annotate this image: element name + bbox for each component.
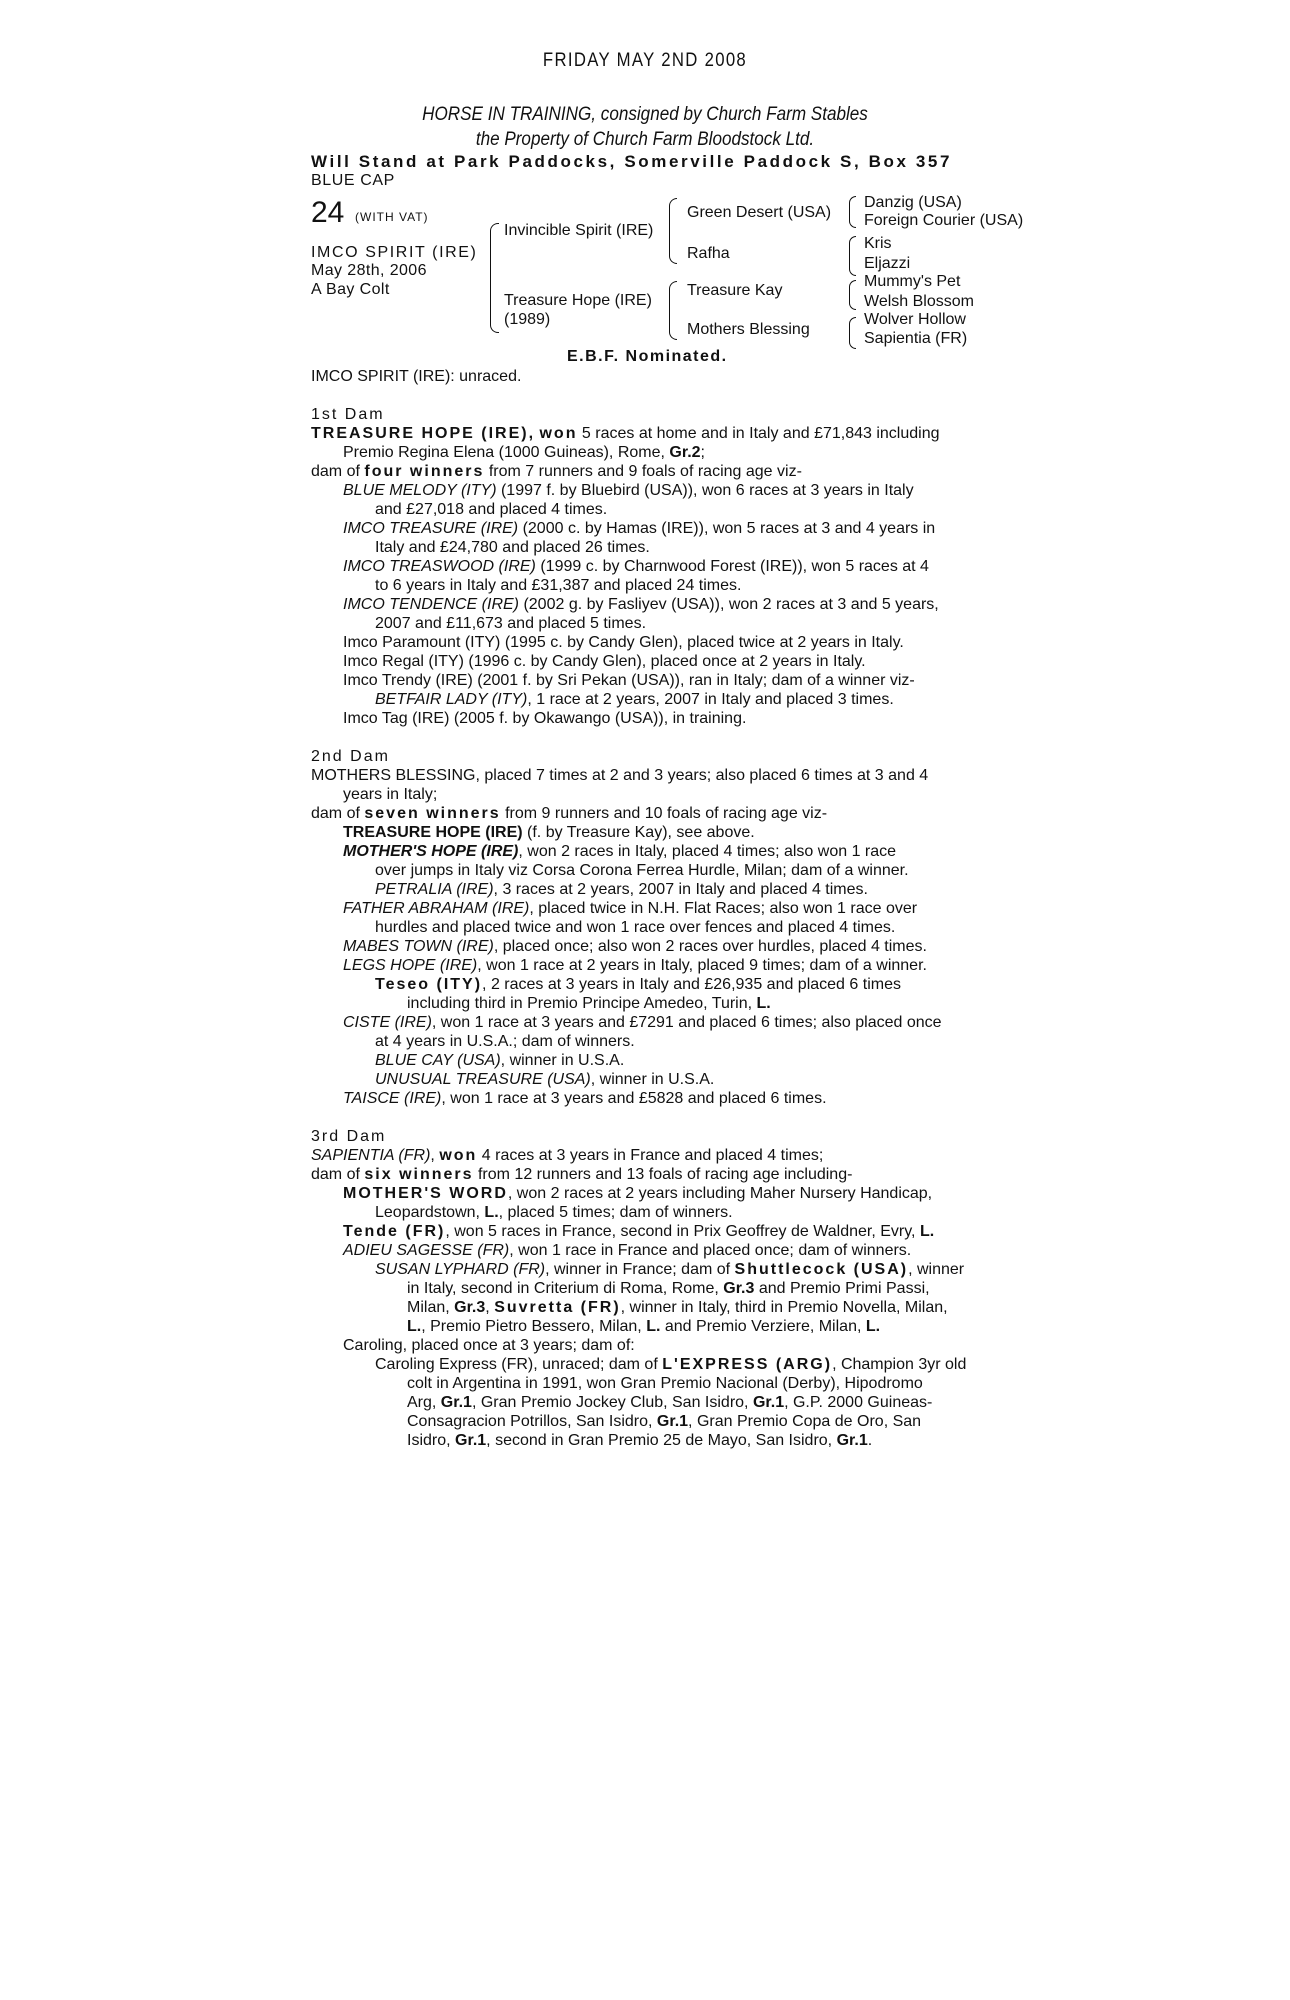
first-dam-line: Premio Regina Elena (1000 Guineas), Rome, Gr.2;: [343, 444, 705, 461]
pedigree-dam-dam: Mothers Blessing: [687, 321, 810, 338]
second-dam-heading: 2nd Dam: [311, 748, 390, 765]
third-dam-line: in Italy, second in Criterium di Roma, Rome, Gr.3 and Premio Primi Passi,: [407, 1280, 930, 1297]
first-dam-line: 2007 and £11,673 and placed 5 times.: [375, 615, 647, 632]
third-dam-line: Leopardstown, L., placed 5 times; dam of winners.: [375, 1204, 733, 1221]
third-dam-line: Consagracion Potrillos, San Isidro, Gr.1, Gran Premio Copa de Oro, San: [407, 1413, 922, 1430]
pedigree-sss: Danzig (USA): [864, 194, 962, 211]
pedigree-dam-year: (1989): [504, 311, 551, 328]
second-dam-line: UNUSUAL TREASURE (USA), winner in U.S.A.: [375, 1071, 715, 1088]
pedigree-brace-dd: [849, 317, 856, 349]
sale-date: FRIDAY MAY 2ND 2008: [542, 50, 748, 71]
second-dam-line: hurdles and placed twice and won 1 race over fences and placed 4 times.: [375, 919, 896, 936]
ebf-nominated: E.B.F. Nominated.: [567, 348, 728, 365]
second-dam-line: CISTE (IRE), won 1 race at 3 years and £7291 and placed 6 times; also placed once: [343, 1014, 942, 1031]
property-line: the Property of Church Farm Bloodstock Ltd.: [475, 129, 815, 150]
second-dam-line: TREASURE HOPE (IRE) (f. by Treasure Kay), see above.: [343, 824, 755, 841]
stand-location: Will Stand at Park Paddocks, Somerville Paddock S, Box 357: [311, 152, 952, 171]
first-dam-line: IMCO TREASURE (IRE) (2000 c. by Hamas (IRE)), won 5 races at 3 and 4 years in: [343, 520, 936, 537]
third-dam-heading: 3rd Dam: [311, 1128, 387, 1145]
race-record: IMCO SPIRIT (IRE): unraced.: [311, 368, 522, 385]
horse-description: A Bay Colt: [311, 281, 390, 298]
second-dam-line: MABES TOWN (IRE), placed once; also won 2 races over hurdles, placed 4 times.: [343, 938, 927, 955]
second-dam-line: including third in Premio Principe Amedeo, Turin, L.: [407, 995, 771, 1012]
pedigree-dam-sire: Treasure Kay: [687, 282, 783, 299]
pedigree-sire: Invincible Spirit (IRE): [504, 222, 654, 239]
third-dam-line: MOTHER'S WORD, won 2 races at 2 years including Maher Nursery Handicap,: [343, 1185, 933, 1202]
first-dam-line: IMCO TREASWOOD (IRE) (1999 c. by Charnwood Forest (IRE)), won 5 races at 4: [343, 558, 929, 575]
pedigree-brace-ss: [849, 196, 856, 228]
second-dam-line: BLUE CAY (USA), winner in U.S.A.: [375, 1052, 625, 1069]
pedigree-ssd: Foreign Courier (USA): [864, 212, 1024, 229]
second-dam-line: TAISCE (IRE), won 1 race at 3 years and £5828 and placed 6 times.: [343, 1090, 827, 1107]
pedigree-sire-dam: Rafha: [687, 245, 730, 262]
first-dam-line: dam of four winners from 7 runners and 9 foals of racing age viz-: [311, 463, 802, 480]
second-dam-line: dam of seven winners from 9 runners and 10 foals of racing age viz-: [311, 805, 828, 822]
pedigree-brace-sd: [849, 236, 856, 276]
second-dam-line: Teseo (ITY), 2 races at 3 years in Italy and £26,935 and placed 6 times: [375, 976, 901, 993]
second-dam-line: over jumps in Italy viz Corsa Corona Ferrea Hurdle, Milan; dam of a winner.: [375, 862, 909, 879]
pedigree-brace-sire: [669, 198, 677, 264]
pedigree-dds: Wolver Hollow: [864, 311, 966, 328]
pedigree-sds: Kris: [864, 235, 892, 252]
second-dam-line: MOTHERS BLESSING, placed 7 times at 2 and 3 years; also placed 6 times at 3 and 4: [311, 767, 929, 784]
first-dam-line: and £27,018 and placed 4 times.: [375, 501, 608, 518]
third-dam-line: Milan, Gr.3, Suvretta (FR), winner in Italy, third in Premio Novella, Milan,: [407, 1299, 948, 1316]
third-dam-line: SAPIENTIA (FR), won 4 races at 3 years in France and placed 4 times;: [311, 1147, 824, 1164]
first-dam-line: Imco Paramount (ITY) (1995 c. by Candy Glen), placed twice at 2 years in Italy.: [343, 634, 904, 651]
cap-colour: BLUE CAP: [311, 172, 395, 189]
first-dam-line: Imco Trendy (IRE) (2001 f. by Sri Pekan (USA)), ran in Italy; dam of a winner viz-: [343, 672, 915, 689]
first-dam-line: IMCO TENDENCE (IRE) (2002 g. by Fasliyev (USA)), won 2 races at 3 and 5 years,: [343, 596, 939, 613]
first-dam-line: Imco Regal (ITY) (1996 c. by Candy Glen), placed once at 2 years in Italy.: [343, 653, 866, 670]
third-dam-line: Tende (FR), won 5 races in France, second in Prix Geoffrey de Waldner, Evry, L.: [343, 1223, 935, 1240]
produce-record: [311, 405, 1011, 1450]
pedigree-brace-ds: [849, 280, 856, 310]
second-dam-line: MOTHER'S HOPE (IRE), won 2 races in Italy, placed 4 times; also won 1 race: [343, 843, 897, 860]
second-dam-line: at 4 years in U.S.A.; dam of winners.: [375, 1033, 635, 1050]
first-dam-line: BETFAIR LADY (ITY), 1 race at 2 years, 2007 in Italy and placed 3 times.: [375, 691, 894, 708]
first-dam-line: BLUE MELODY (ITY) (1997 f. by Bluebird (USA)), won 6 races at 3 years in Italy: [343, 482, 914, 499]
first-dam-heading: 1st Dam: [311, 406, 385, 423]
third-dam-line: colt in Argentina in 1991, won Gran Premio Nacional (Derby), Hipodromo: [407, 1375, 923, 1392]
lot-number: 24: [311, 196, 345, 229]
pedigree-dsd: Welsh Blossom: [864, 293, 974, 310]
consignor-line: HORSE IN TRAINING, consigned by Church Farm Stables: [422, 104, 868, 125]
pedigree-brace-dam: [669, 281, 677, 340]
pedigree-sdd: Eljazzi: [864, 255, 911, 272]
second-dam-line: PETRALIA (IRE), 3 races at 2 years, 2007 in Italy and placed 4 times.: [375, 881, 868, 898]
third-dam-line: ADIEU SAGESSE (FR), won 1 race in France and placed once; dam of winners.: [343, 1242, 912, 1259]
pedigree-sire-sire: Green Desert (USA): [687, 204, 832, 221]
first-dam-line: TREASURE HOPE (IRE), won 5 races at home and in Italy and £71,843 including: [311, 425, 940, 442]
foaling-date: May 28th, 2006: [311, 262, 427, 279]
second-dam-line: FATHER ABRAHAM (IRE), placed twice in N.H. Flat Races; also won 1 race over: [343, 900, 918, 917]
second-dam-line: LEGS HOPE (IRE), won 1 race at 2 years in Italy, placed 9 times; dam of a winner.: [343, 957, 927, 974]
second-dam-line: years in Italy;: [343, 786, 438, 803]
first-dam-line: to 6 years in Italy and £31,387 and placed 24 times.: [375, 577, 742, 594]
pedigree-dss: Mummy's Pet: [864, 273, 961, 290]
horse-name: IMCO SPIRIT (IRE): [311, 244, 478, 261]
first-dam-line: Italy and £24,780 and placed 26 times.: [375, 539, 650, 556]
third-dam-line: Isidro, Gr.1, second in Gran Premio 25 de Mayo, San Isidro, Gr.1.: [407, 1432, 873, 1449]
third-dam-line: Arg, Gr.1, Gran Premio Jockey Club, San Isidro, Gr.1, G.P. 2000 Guineas-: [407, 1394, 933, 1411]
third-dam-line: Caroling, placed once at 3 years; dam of:: [343, 1337, 635, 1354]
third-dam-line: SUSAN LYPHARD (FR), winner in France; dam of Shuttlecock (USA), winner: [375, 1261, 965, 1278]
pedigree-brace-main: [490, 223, 499, 333]
third-dam-line: Caroling Express (FR), unraced; dam of L'EXPRESS (ARG), Champion 3yr old: [375, 1356, 967, 1373]
vat-note: (WITH VAT): [355, 210, 429, 224]
pedigree-dam: Treasure Hope (IRE): [504, 292, 652, 309]
first-dam-line: Imco Tag (IRE) (2005 f. by Okawango (USA)), in training.: [343, 710, 747, 727]
pedigree-ddd: Sapientia (FR): [864, 330, 968, 347]
third-dam-line: L., Premio Pietro Bessero, Milan, L. and Premio Verziere, Milan, L.: [407, 1318, 881, 1335]
third-dam-line: dam of six winners from 12 runners and 13 foals of racing age including-: [311, 1166, 853, 1183]
